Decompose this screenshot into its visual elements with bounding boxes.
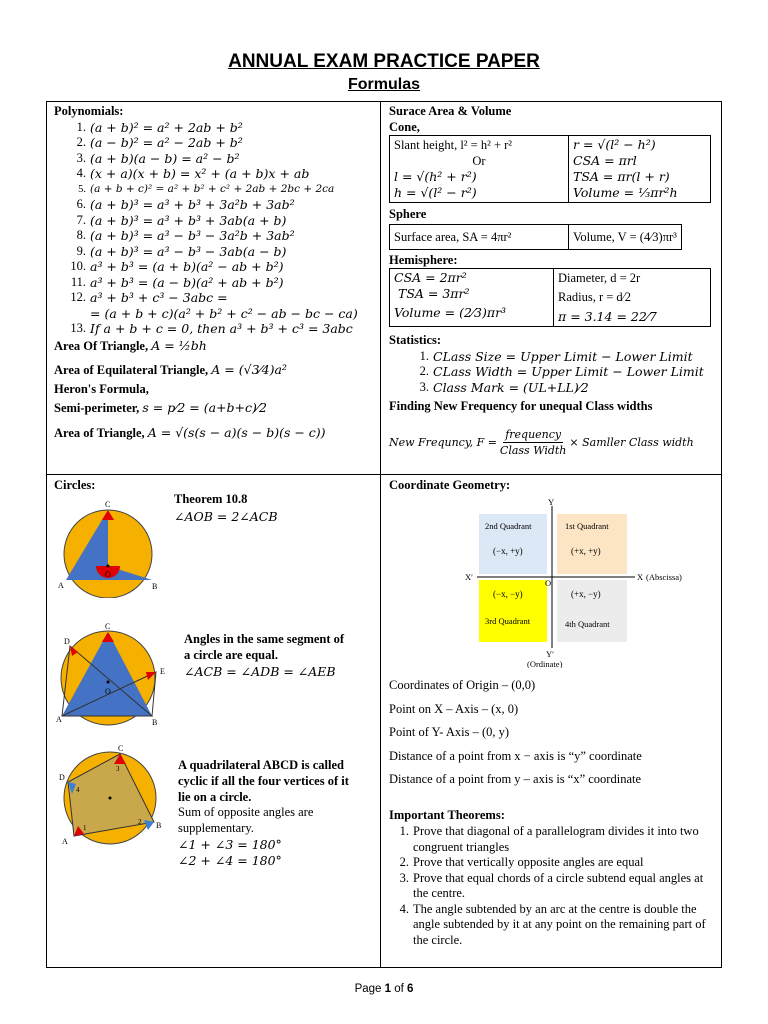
frequency-formula (389, 427, 715, 459)
x-prime-label: X′ (465, 572, 473, 582)
cyc-label-c: C (118, 744, 124, 753)
list-number (54, 306, 90, 322)
hemi-left (390, 269, 554, 327)
polynomial-item (54, 166, 376, 182)
cone-r: r = √(l² − h²) (573, 137, 656, 152)
hemisphere-table (389, 268, 711, 327)
hemi-volume: Volume = (2⁄3)πr³ (394, 305, 507, 320)
statistics-heading: Statistics: (389, 333, 442, 347)
coordinate-facts (389, 678, 715, 796)
cyc-label-d: D (59, 773, 65, 782)
hemi-tsa: TSA = 3πr² (398, 286, 470, 301)
list-number: 2. (419, 364, 429, 378)
cyc-num-4: 4 (76, 786, 80, 794)
row-divider (46, 474, 721, 475)
y-label: Y (548, 498, 555, 507)
list-text: (a − b)² = a² − 2ab + b² (90, 135, 243, 150)
cyclic-center (109, 797, 112, 800)
list-number: 4. (76, 166, 86, 180)
seg-label-o: O (105, 687, 111, 696)
list-number: 5. (78, 183, 86, 195)
cyc-label-a: A (62, 837, 68, 846)
theorem-item (389, 824, 715, 855)
surface-section (389, 104, 715, 459)
q4-label: 4th Quadrant (565, 619, 610, 629)
coordinate-fact: Point on X – Axis – (x, 0) (389, 701, 519, 716)
freq-left: New Frequncy, F = (389, 435, 497, 449)
list-number: 3. (76, 150, 86, 165)
polynomial-item (54, 306, 376, 322)
cyclic-text-3: lie on a circle. (178, 790, 252, 804)
list-text: a³ + b³ = (a + b)(a² − ab + b²) (90, 259, 284, 274)
cone-csa: CSA = πrl (573, 153, 637, 168)
list-text: Class Mark = (UL+LL)⁄2 (433, 379, 589, 395)
cone-left (390, 136, 569, 203)
theorem-item (389, 871, 715, 902)
list-text: a³ + b³ + c³ − 3abc = (90, 290, 228, 305)
freq-denominator: Class Width (499, 444, 567, 457)
footer-prefix: Page (354, 983, 382, 995)
origin-label: O (545, 578, 552, 588)
list-text: (a + b)³ = a³ − b³ − 3a²b + 3ab² (90, 228, 295, 243)
list-number: 3. (399, 870, 409, 885)
polynomials-list (54, 120, 376, 337)
theorem-formula: ∠AOB = 2∠ACB (174, 509, 278, 524)
coordinate-fact: Distance of a point from y – axis is “x” coordinate (389, 772, 642, 786)
theorem-item (389, 855, 715, 871)
polynomial-item (54, 244, 376, 260)
cone-or: Or (472, 154, 486, 168)
surface-heading: Surace Area & Volume (389, 104, 512, 118)
coordinate-fact: Point of Y- Axis – (0, y) (389, 725, 510, 739)
sphere-volume: Volume, V = (4⁄3)πr³ (569, 224, 682, 249)
cyc-num-1: 1 (83, 824, 87, 832)
theorems-list (389, 824, 715, 948)
freq-right: × Samller Class width (569, 435, 694, 449)
footer-of: of (394, 983, 404, 995)
cone-tsa: TSA = πr(l + r) (573, 169, 670, 184)
semi-formula: s = p⁄2 = (a+b+c)⁄2 (142, 400, 267, 415)
list-number: 4. (399, 901, 409, 916)
area-triangle-label: Area Of Triangle, (54, 338, 149, 353)
list-text: (a + b)³ = a³ + b³ + 3a²b + 3ab² (90, 197, 295, 212)
theorem-diagram (56, 498, 166, 598)
seg-label-d: D (64, 637, 70, 646)
list-text: CLass Size = Upper Limit − Lower Limit (433, 348, 693, 364)
freq-fraction (500, 427, 566, 459)
cone-l: l = √(h² + r²) (394, 169, 477, 184)
list-number: 2. (76, 135, 86, 149)
polynomials-heading: Polynomials: (54, 104, 124, 118)
q3-label: 3rd Quadrant (485, 616, 531, 626)
cyclic-diagram (56, 744, 168, 848)
segment-text-2: a circle are equal. (184, 648, 278, 662)
list-text: a³ + b³ = (a − b)(a² + ab + b²) (90, 274, 284, 290)
semi-perimeter-line (54, 400, 376, 417)
label-c: C (105, 500, 111, 509)
area-triangle-line (54, 338, 376, 355)
list-text: (a + b + c)² = a² + b² + c² + 2ab + 2bc + 2ca (90, 182, 335, 195)
list-text: (a + b)² = a² + 2ab + b² (90, 119, 243, 135)
coordinate-fact: Coordinates of Origin – (0,0) (389, 678, 536, 692)
list-number: 1. (399, 824, 409, 838)
hemi-radius: Radius, r = d⁄2 (558, 290, 632, 304)
label-b: B (152, 582, 158, 591)
statistics-item (389, 380, 715, 396)
page-footer (0, 983, 768, 995)
polynomial-item (54, 228, 376, 244)
polynomials-section (54, 104, 376, 441)
polynomial-item (54, 135, 376, 151)
list-text: The angle subtended by an arc at the centre is double the angle subtended by it at any point on the remaining part of the circle. (413, 901, 706, 947)
polynomial-item (54, 290, 376, 306)
herons-label: Heron's Formula, (54, 381, 149, 396)
cone-h: h = √(l² − r²) (394, 185, 477, 200)
list-number: 2. (399, 855, 409, 869)
list-text: Prove that equal chords of a circle subtend equal angles at the centre. (413, 870, 704, 900)
polynomial-item (54, 275, 376, 291)
abscissa-label: (Abscissa) (646, 572, 682, 582)
center-point (107, 565, 110, 568)
quadrant-diagram (449, 498, 709, 668)
statistics-item (389, 364, 715, 380)
circles-heading: Circles: (54, 478, 96, 492)
list-number: 10. (70, 259, 86, 273)
sphere-table (389, 224, 682, 250)
statistics-item (389, 349, 715, 365)
polynomial-item (54, 182, 376, 198)
list-text: (x + a)(x + b) = x² + (a + b)x + ab (90, 166, 310, 181)
statistics-list (389, 349, 715, 396)
q4-sign: (+x, −y) (571, 589, 601, 599)
page-title: ANNUAL EXAM PRACTICE PAPER (228, 51, 540, 72)
page-subtitle: Formulas (347, 76, 420, 93)
frequency-heading: Finding New Frequency for unequal Class widths (389, 399, 653, 413)
cone-volume: Volume = ⅓πr²h (573, 185, 678, 200)
list-text: (a + b)³ = a³ + b³ + 3ab(a + b) (90, 212, 287, 228)
footer-page: 1 (384, 983, 392, 995)
theorems-heading: Important Theorems: (389, 808, 505, 822)
equilateral-line (54, 362, 376, 379)
list-text: Prove that vertically opposite angles are equal (413, 855, 644, 869)
list-number: 3. (419, 379, 429, 394)
list-number: 6. (76, 197, 86, 211)
ordinate-label: (Ordinate) (527, 659, 563, 668)
polynomial-item (54, 151, 376, 167)
list-number: 8. (76, 228, 86, 242)
list-number: 9. (76, 243, 86, 258)
semi-label: Semi-perimeter, (54, 401, 140, 415)
list-text: Prove that diagonal of a parallelogram divides it into two congruent triangles (413, 824, 699, 854)
polynomial-item (54, 120, 376, 136)
list-number: 1. (76, 119, 86, 134)
list-number: 11. (70, 274, 86, 289)
sum-text-1: Sum of opposite angles are (178, 805, 314, 819)
cyclic-formula-2: ∠2 + ∠4 = 180° (178, 853, 282, 868)
heron-area-formula: A = √(s(s − a)(s − b)(s − c)) (147, 424, 326, 440)
list-number: 7. (76, 212, 86, 227)
coordinate-fact: Distance of a point from x − axis is “y” coordinate (389, 748, 642, 763)
segment-center (107, 681, 110, 684)
seg-label-b: B (152, 718, 158, 727)
cyc-num-3: 3 (116, 765, 120, 773)
list-text: (a + b)(a − b) = a² − b² (90, 150, 240, 166)
cyclic-text-2: cyclic if all the four vertices of it (178, 774, 349, 788)
cone-table (389, 135, 711, 203)
q3-sign: (−x, −y) (493, 589, 523, 599)
list-number: 12. (70, 290, 86, 304)
segment-formula: ∠ACB = ∠ADB = ∠AEB (184, 664, 336, 679)
area-triangle-formula: A = ½bh (151, 337, 207, 353)
coordinate-heading: Coordinate Geometry: (389, 478, 511, 492)
hemi-diameter: Diameter, d = 2r (558, 271, 641, 285)
sphere-heading: Sphere (389, 207, 427, 221)
hemi-csa: CSA = 2πr² (394, 270, 467, 285)
cone-right (569, 136, 711, 203)
x-label: X (637, 572, 644, 582)
polynomial-item (54, 213, 376, 229)
equilateral-label: Area of Equilateral Triangle, (54, 363, 209, 377)
list-number: 13. (70, 321, 86, 335)
sum-text-2: supplementary. (178, 821, 254, 835)
hemisphere-heading: Hemisphere: (389, 252, 458, 267)
column-divider (380, 101, 381, 967)
cone-slant: Slant height, l² = h² + r² (394, 138, 513, 152)
cone-heading: Cone, (389, 119, 420, 134)
q2-label: 2nd Quadrant (485, 521, 532, 531)
circles-section (54, 478, 376, 963)
list-text: = (a + b + c)(a² + b² + c² − ab − bc − ca) (90, 305, 358, 321)
cyc-num-2: 2 (138, 818, 142, 826)
hemi-right (554, 269, 711, 327)
coordinate-section (389, 478, 715, 963)
freq-numerator: frequency (503, 427, 563, 444)
list-number: 1. (419, 348, 429, 363)
seg-label-e: E (160, 667, 165, 676)
label-a: A (58, 581, 64, 590)
list-text: (a + b)³ = a³ − b³ − 3ab(a − b) (90, 243, 287, 259)
q1-sign: (+x, +y) (571, 546, 601, 556)
seg-label-c: C (105, 622, 111, 631)
label-o: O (105, 570, 111, 579)
cyclic-text-1: A quadrilateral ABCD is called (178, 758, 344, 772)
segment-diagram (56, 622, 168, 728)
list-text: If a + b + c = 0, then a³ + b³ + c³ = 3abc (90, 321, 353, 336)
theorem-title: Theorem 10.8 (174, 492, 248, 506)
theorem-item (389, 902, 715, 949)
y-prime-label: Y′ (546, 649, 554, 659)
cyclic-formula-1: ∠1 + ∠3 = 180° (178, 837, 282, 852)
seg-label-a: A (56, 715, 62, 724)
q1-label: 1st Quadrant (565, 521, 609, 531)
footer-total: 6 (407, 983, 414, 995)
q2-sign: (−x, +y) (493, 546, 523, 556)
polynomial-item (54, 197, 376, 213)
polynomial-item (54, 259, 376, 275)
heron-area-label: Area of Triangle, (54, 425, 145, 440)
equilateral-formula: A = (√3⁄4)a² (211, 362, 287, 377)
hemi-pi: π = 3.14 = 22⁄7 (558, 309, 657, 324)
sphere-surface: Surface area, SA = 4πr² (390, 224, 569, 249)
list-text: CLass Width = Upper Limit − Lower Limit (433, 364, 704, 379)
cyc-label-b: B (156, 821, 162, 830)
segment-text-1: Angles in the same segment of (184, 632, 345, 646)
polynomial-item (54, 321, 376, 337)
heron-area-line (54, 425, 376, 442)
